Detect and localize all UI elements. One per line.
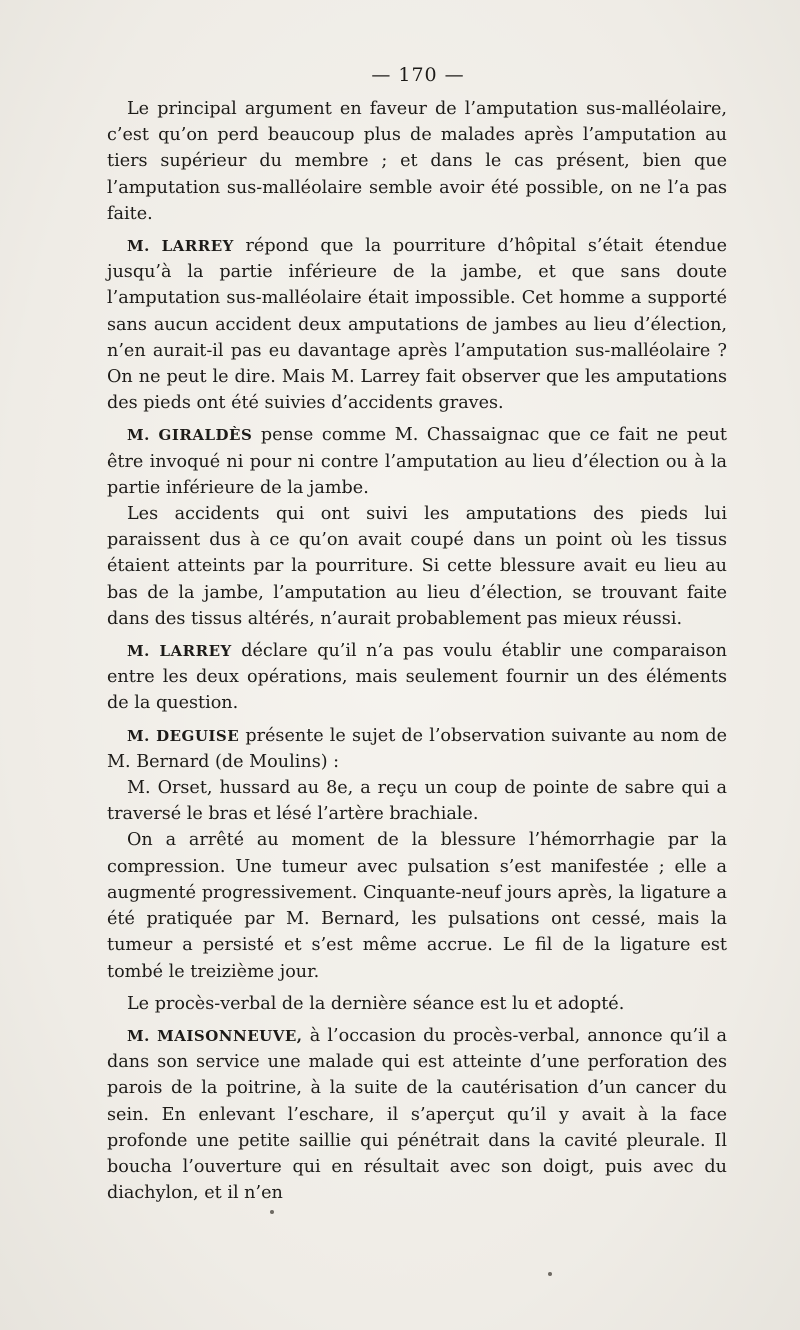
paragraph-9 (107, 991, 727, 1017)
paragraph-text: pense comme M. Chassaignac que ce fait ne peut être invoqué ni pour ni contre l’amputation au lieu d’élection ou à la partie inférieure de la jambe. (107, 425, 728, 498)
paragraph-text: On a arrêté au moment de la blessure l’hémorrhagie par la compression. Une tumeur avec pulsation s’est manifestée ; elle a augmenté progressivement. Cinquante-neuf jours après, la ligature a été pratiquée par M. Bernard, les pulsations ont cessé, mais la tumeur a persisté et s’est même accrue. Le fil de la ligature est tombé le treizième jour. (107, 830, 727, 982)
body-text (107, 96, 727, 1206)
paragraph-6 (107, 723, 727, 775)
paragraph-text: Les accidents qui ont suivi les amputations des pieds lui paraissent dus à ce qu’on avait coupé dans un point où les tissus étaient atteints par la pourriture. Si cette blessure avait eu lieu au bas de la jambe, l’amputation au lieu d’élection, se trouvant faite dans des tissus altérés, n’aurait probablement pas mieux réussi. (107, 504, 727, 629)
speaker-name: M. GIRALDÈS (127, 426, 253, 445)
paragraph-4 (107, 501, 727, 632)
paragraph-7 (107, 775, 727, 827)
paper-speck (548, 1272, 552, 1276)
paragraph-10 (107, 1023, 727, 1206)
speaker-name: M. LARREY (127, 642, 232, 661)
paragraph-text: M. Orset, hussard au 8e, a reçu un coup de pointe de sabre qui a traversé le bras et lésé l’artère brachiale. (107, 778, 727, 825)
paragraph-text: Le principal argument en faveur de l’amputation sus-malléolaire, c’est qu’on perd beaucoup plus de malades après l’amputation au tiers supérieur du membre ; et dans le cas présent, bien que l’amputation sus-malléolaire semble avoir été possible, on ne l’a pas faite. (107, 99, 727, 224)
speaker-name: M. DEGUISE (127, 726, 240, 745)
speaker-name: M. LARREY (127, 237, 234, 256)
paragraph-3 (107, 422, 727, 501)
paragraph-1 (107, 96, 727, 227)
paragraph-text: à l’occasion du procès-verbal, annonce qu’il a dans son service une malade qui est atteinte d’une perforation des parois de la poitrine, à la suite de la cautérisation d’un cancer du sein. En enlevant l’eschare, il s’aperçut qu’il y avait à la face profonde une petite saillie qui pénétrait dans la cavité pleurale. Il boucha l’ouverture qui en résultait avec son doigt, puis avec du diachylon, et il n’en (107, 1025, 728, 1204)
speaker-name: M. MAISONNEUVE, (127, 1026, 303, 1045)
paragraph-text: déclare qu’il n’a pas voulu établir une comparaison entre les deux opérations, mais seulement fournir un des éléments de la question. (107, 641, 728, 714)
paragraph-text: répond que la pourriture d’hôpital s’était étendue jusqu’à la partie inférieure de la jambe, et que sans doute l’amputation sus-malléolaire était impossible. Cet homme a supporté sans aucun accident deux amputations de jambes au lieu d’élection, n’en aurait-il pas eu davantage après l’amputation sus-malléolaire ? On ne peut le dire. Mais M. Larrey fait observer que les amputations des pieds ont été suivies d’accidents graves. (107, 236, 727, 414)
page-number: — 170 — (371, 64, 465, 86)
paper-speck (270, 1210, 274, 1214)
paragraph-text: Le procès-verbal de la dernière séance est lu et adopté. (127, 993, 625, 1014)
paragraph-2 (107, 233, 727, 416)
paragraph-5 (107, 638, 727, 717)
paragraph-text: présente le sujet de l’observation suivante au nom de M. Bernard (de Moulins) : (107, 725, 727, 772)
paragraph-8 (107, 827, 727, 984)
